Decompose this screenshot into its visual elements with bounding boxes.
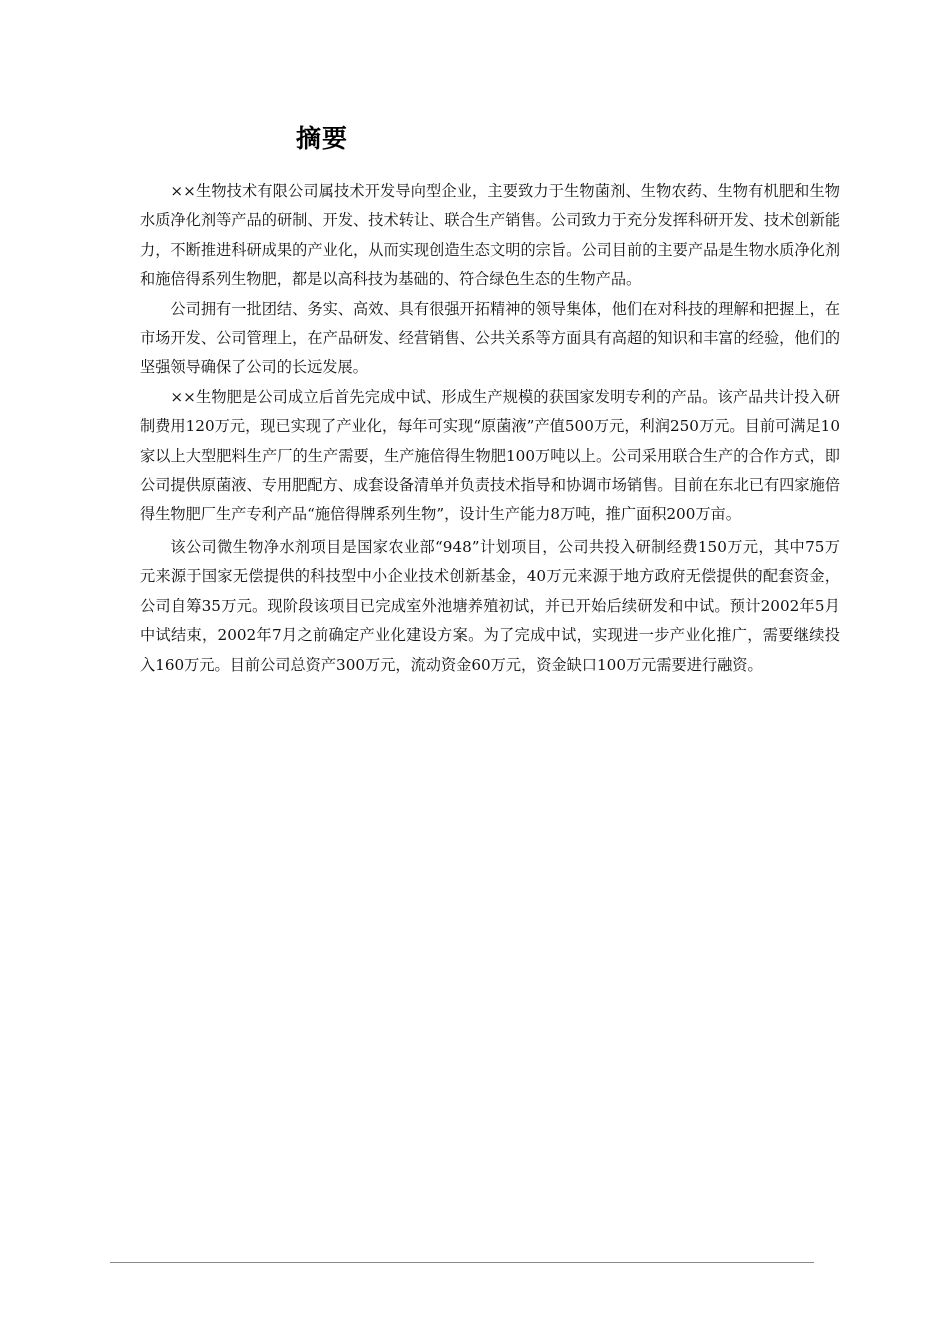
document-title: 摘要 [296,124,349,153]
paragraph-leadership: 公司拥有一批团结、务实、高效、具有很强开拓精神的领导集体，他们在对科技的理解和把握上，在市场开发、公司管理上，在产品研发、经营销售、公共关系等方面具有高超的知识和丰富的经验，他们的坚强领导确保了公司的长远发展。 [140,299,840,377]
paragraph-company-overview: ××生物技术有限公司属技术开发导向型企业，主要致力于生物菌剂、生物农药、生物有机肥和生物水质净化剂等产品的研制、开发、技术转让、联合生产销售。公司致力于充分发挥科研开发、技术创新能力，不断推进科研成果的产业化，从而实现创造生态文明的宗旨。公司目前的主要产品是生物水质净化剂和施倍得系列生物肥，都是以高科技为基础的、符合绿色生态的生物产品。 [140,182,840,289]
footer-divider [110,1262,814,1263]
paragraph-bio-fertilizer: ××生物肥是公司成立后首先完成中试、形成生产规模的获国家发明专利的产品。该产品共计投入研制费用120万元，现已实现了产业化，每年可实现“原菌液”产值500万元，利润250万元。目前可满足10家以上大型肥料生产厂的生产需要，生产施倍得生物肥100万吨以上。公司采用联合生产的合作方式，即公司提供原菌液、专用肥配方、成套设备清单并负责技术指导和协调市场销售。目前在东北已有四家施倍得生物肥厂生产专利产品“施倍得牌系列生物”，设计生产能力8万吨，推广面积200万亩。 [140,387,840,524]
paragraph-water-purifier-project: 该公司微生物净水剂项目是国家农业部“948”计划项目，公司共投入研制经费150万元，其中75万元来源于国家无偿提供的科技型中小企业技术创新基金，40万元来源于地方政府无偿提供的配套资金，公司自筹35万元。现阶段该项目已完成室外池塘养殖初试，并已开始后续研发和中试。预计2002年5月中试结束，2002年7月之前确定产业化建设方案。为了完成中试，实现进一步产业化推广，需要继续投入160万元。目前公司总资产300万元，流动资金60万元，资金缺口100万元需要进行融资。 [140,537,840,674]
document-body [140,177,840,680]
